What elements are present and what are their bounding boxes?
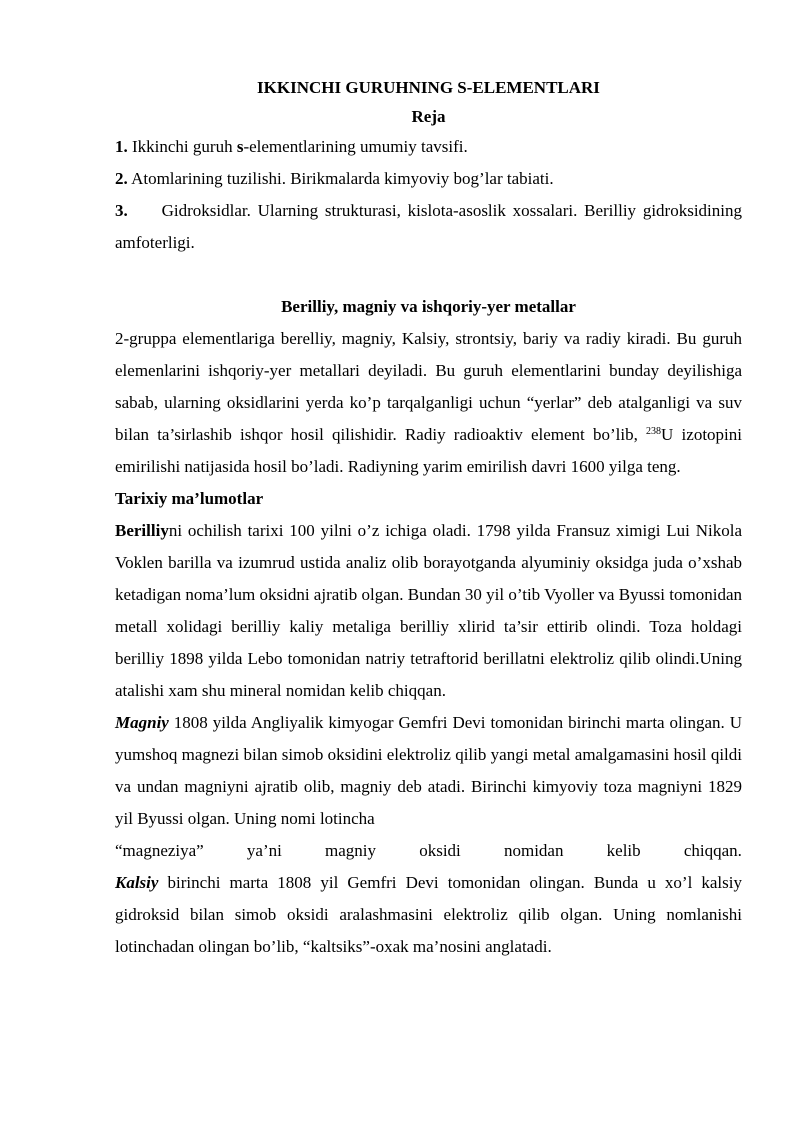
beryllium-lead: Berilliy [115, 521, 169, 540]
word: magniy [325, 841, 377, 860]
magnesium-paragraph [115, 707, 742, 835]
word: “magneziya” [115, 841, 204, 860]
section-title: Berilliy, magniy va ishqoriy-yer metallar [281, 297, 576, 316]
magnesium-last-line [115, 835, 742, 867]
document-content [115, 73, 742, 963]
word: kelib [606, 841, 641, 860]
history-heading: Tarixiy ma’lumotlar [115, 489, 264, 508]
word: nomidan [503, 841, 564, 860]
calcium-text: birinchi marta 1808 yil Gemfri Devi tomonidan olingan. Bunda u xo’l kalsiy gidroksid bilan simob oksidi aralashmasini elektroliz qilib olgan. Uning nomlanishi lotinchadan olingan bo’lib, “kaltsiks”-oxak ma’nosini anglatadi. [115, 873, 742, 956]
calcium-lead: Kalsiy [115, 873, 159, 892]
word: oksidi [419, 841, 461, 860]
beryllium-text: ni ochilish tarixi 100 yilni o’z ichiga oladi. 1798 yilda Fransuz ximigi Lui Nikola Voklen barilla va izumrud ustida analiz olib borayotganda alyuminiy oksidga juda o’xshab ketadigan noma’lum oksidni ajratib olgan. Bundan 30 yil o’tib Vyoller va Byussi tomonidan metall xolidagi berilliy kaliy metaliga berilliy xlirid ta’sir ettirib olindi. Toza holdagi berilliy 1898 yilda Lebo tomonidan natriy tetraftorid berillatni elektroliz qilib olindi.Uning atalishi xam shu mineral nomidan kelib chiqqan. [115, 521, 742, 700]
plan-item-3 [115, 195, 742, 259]
calcium-paragraph [115, 867, 742, 963]
plan-item-text-post: -elementlarining umumiy tavsifi. [243, 137, 468, 156]
magnesium-lead: Magniy [115, 713, 169, 732]
plan-item-1 [115, 131, 742, 163]
intro-text: 2-gruppa elementlariga berelliy, magniy, Kalsiy, strontsiy, bariy va radiy kiradi. Bu guruh elemenlarini ishqoriy-yer metallari deyiladi. Bu guruh elementlarini bunday deyilishiga sabab, ularning oksidlarini yerda ko’p tarqalganligi uchun “yerlar” deb atalganligi va suv bilan ta’sirlashib ishqor hosil qilishidir. Radiy radioaktiv element bo’lib, [115, 329, 742, 444]
magnesium-text: 1808 yilda Angliyalik kimyogar Gemfri Devi tomonidan birinchi marta olingan. U yumshoq magnezi bilan simob oksidini elektroliz qilib yangi metal amalgamasini hosil qildi va undan magniyni ajratib olib, magniy deb atadi. Birinchi kimyoviy toza magniyni 1829 yil Byussi olgan. Uning nomi lotincha [115, 713, 742, 828]
plan-item-bold: s [236, 137, 244, 156]
plan-item-text: Atomlarining tuzilishi. Birikmalarda kimyoviy bog’lar tabiati. [131, 169, 554, 188]
beryllium-paragraph [115, 515, 742, 707]
plan-item-text-pre: Ikkinchi guruh [132, 137, 237, 156]
plan-heading: Reja [411, 107, 446, 126]
plan-item-number: 3. [115, 201, 128, 220]
plan-item-number: 1. [115, 137, 128, 156]
document-title: IKKINCHI GURUHNING S-ELEMENTLARI [257, 78, 600, 97]
plan-item-2 [115, 163, 742, 195]
word: chiqqan. [683, 841, 742, 860]
isotope-mass-number: 238 [646, 426, 662, 437]
plan-item-text: Gidroksidlar. Ularning strukturasi, kislota-asoslik xossalari. Berilliy gidroksidining amfoterligi. [115, 201, 742, 252]
intro-paragraph [115, 323, 742, 483]
word: ya’ni [246, 841, 282, 860]
spacer [115, 259, 742, 291]
intro-text-continued: U izotopini emirilishi natijasida hosil bo’ladi. Radiyning yarim emirilish davri 1600 yilga teng. [115, 425, 742, 476]
plan-item-number: 2. [115, 169, 128, 188]
